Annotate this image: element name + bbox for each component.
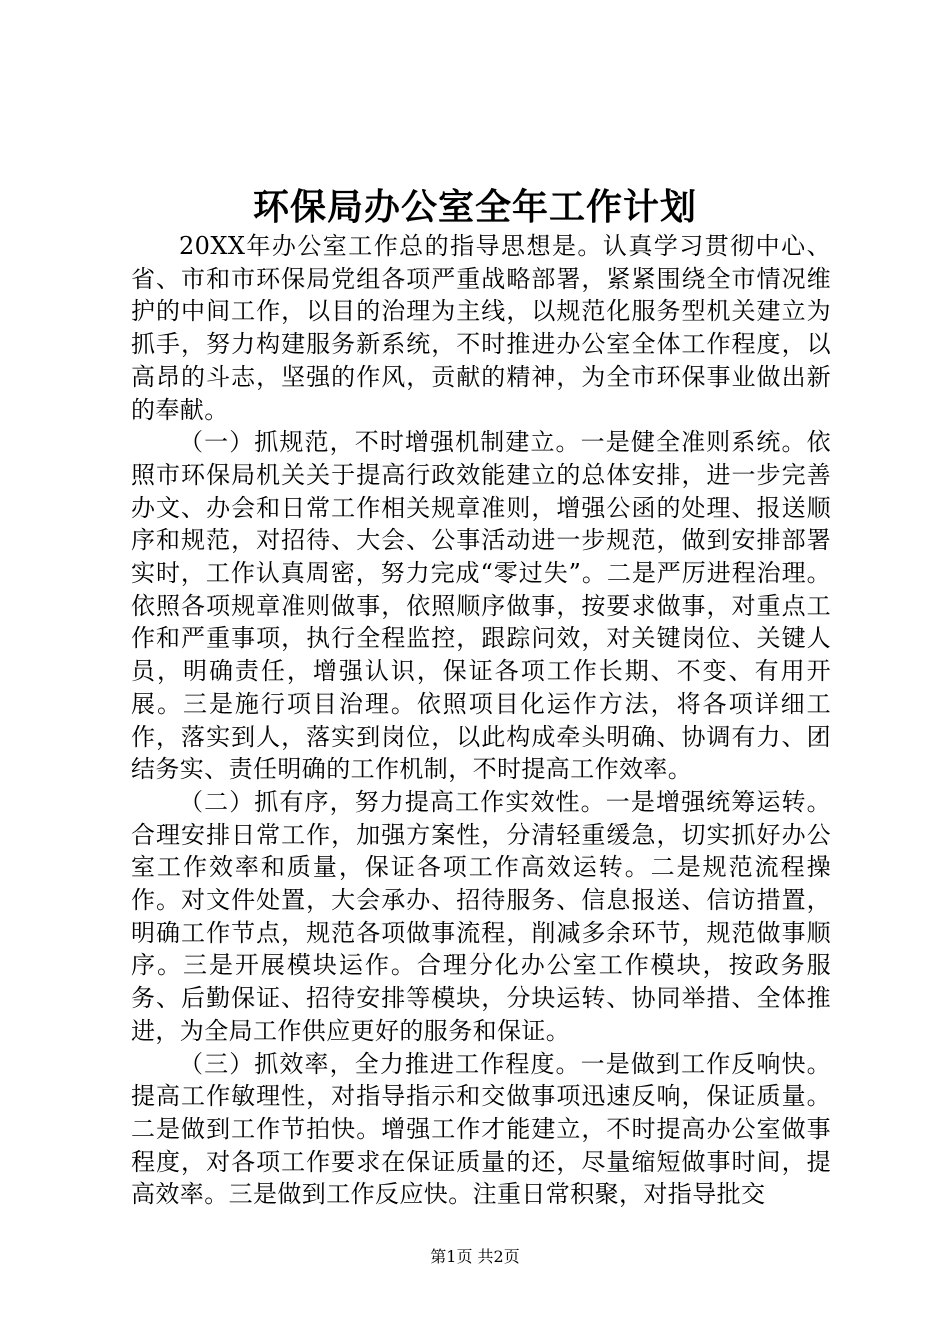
paragraph-intro: 20XX年办公室工作总的指导思想是。认真学习贯彻中心、省、市和市环保局党组各项严重战略部署，紧紧围绕全市情况维护的中间工作，以目的治理为主线，以规范化服务型机关建立为抓手，努力构建服务新系统，不时推进办公室全体工作程度，以高昂的斗志，坚强的作风，贡献的精神，为全市环保事业做出新的奉献。 [131, 232, 831, 424]
document-body [131, 230, 831, 1211]
paragraph-section-1: （一）抓规范，不时增强机制建立。一是健全准则系统。依照市环保局机关关于提高行政效能建立的总体安排，进一步完善办文、办会和日常工作相关规章准则，增强公函的处理、报送顺序和规范，对招待、大会、公事活动进一步规范，做到安排部署实时，工作认真周密，努力完成“零过失”。二是严厉进程治理。依照各项规章准则做事，依照顺序做事，按要求做事，对重点工作和严重事项，执行全程监控，跟踪问效，对关键岗位、关键人员，明确责任，增强认识，保证各项工作长期、不变、有用开展。三是施行项目治理。依照项目化运作方法，将各项详细工作，落实到人，落实到岗位，以此构成牵头明确、协调有力、团结务实、责任明确的工作机制，不时提高工作效率。 [131, 428, 831, 784]
paragraph-section-3: （三）抓效率，全力推进工作程度。一是做到工作反响快。提高工作敏理性，对指导指示和交做事项迅速反响，保证质量。二是做到工作节拍快。增强工作才能建立，不时提高办公室做事程度，对各项工作要求在保证质量的还，尽量缩短做事时间，提高效率。三是做到工作反应快。注重日常积聚，对指导批交 [131, 1049, 831, 1209]
page-footer: 第1页 共2页 [430, 1247, 520, 1266]
document-title: 环保局办公室全年工作计划 [252, 186, 697, 228]
paragraph-section-2: （二）抓有序，努力提高工作实效性。一是增强统筹运转。合理安排日常工作，加强方案性，分清轻重缓急，切实抓好办公室工作效率和质量，保证各项工作高效运转。二是规范流程操作。对文件处置，大会承办、招待服务、信息报送、信访措置，明确工作节点，规范各项做事流程，削减多余环节，规范做事顺序。三是开展模块运作。合理分化办公室工作模块，按政务服务、后勤保证、招待安排等模块，分块运转、协同举措、全体推进，为全局工作供应更好的服务和保证。 [131, 787, 831, 1045]
